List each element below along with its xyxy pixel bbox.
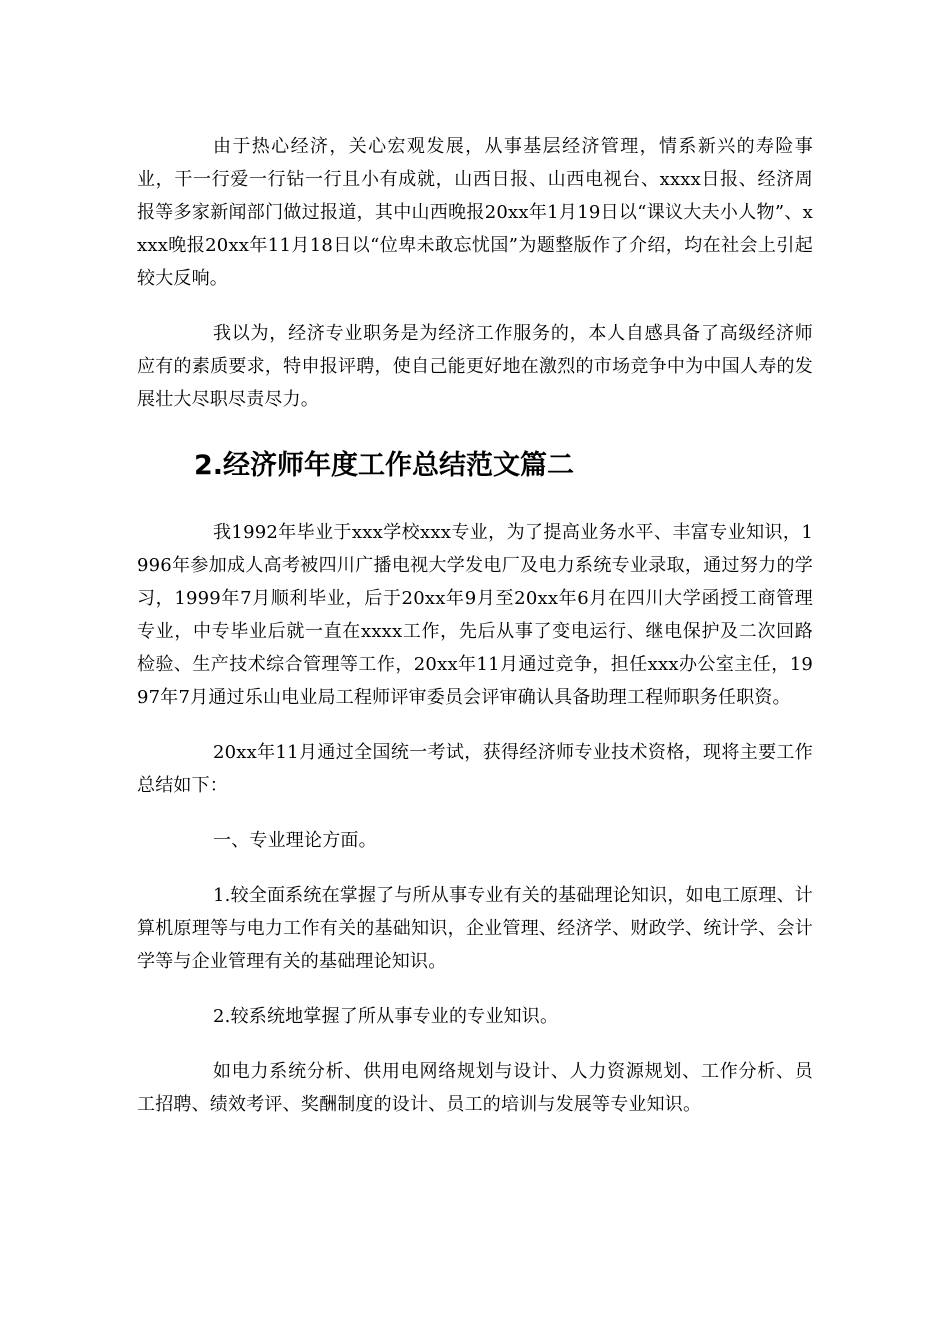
paragraph-education-history: 我1992年毕业于xxx学校xxx专业，为了提高业务水平、丰富专业知识，1996年参加成人高考被四川广播电视大学发电厂及电力系统专业录取，通过努力的学习，1999年7月顺利毕业，后于20xx年9月至20xx年6月在四川大学函授工商管理专业，中专毕业后就一直在xxxx工作，先后从事了变电运行、继电保护及二次回路检验、生产技术综合管理等工作，20xx年11月通过竞争，担任xxx办公室主任，1997年7月通过乐山电业局工程师评审委员会评审确认具备助理工程师职务任职资。 (137, 522, 813, 708)
document-page (137, 130, 813, 1143)
paragraph-theory-point-1: 1.较全面系统在掌握了与所从事专业有关的基础理论知识，如电工原理、计算机原理等与电力工作有关的基础知识，企业管理、经济学、财政学、统计学、会计学等与企业管理有关的基础理论知识。 (137, 885, 813, 972)
paragraph-section-theory: 一、专业理论方面。 (213, 830, 377, 851)
section-heading: 2.经济师年度工作总结范文篇二 (194, 450, 575, 481)
paragraph-media-coverage: 由于热心经济，关心宏观发展，从事基层经济管理，情系新兴的寿险事业，干一行爱一行钻一行且小有成就，山西日报、山西电视台、xxxx日报、经济周报等多家新闻部门做过报道，其中山西晚报20xx年1月19日以“课议大夫小人物”、xxxx晚报20xx年11月18日以“位卑未敢忘忧国”为题整版作了介绍，均在社会上引起较大反响。 (137, 136, 813, 289)
paragraph-application-reason: 我以为，经济专业职务是为经济工作服务的，本人自感具备了高级经济师应有的素质要求，特申报评聘，使自己能更好地在激烈的市场竞争中为中国人寿的发展壮大尽职尽责尽力。 (137, 323, 813, 410)
paragraph-professional-knowledge: 如电力系统分析、供用电网络规划与设计、人力资源规划、工作分析、员工招聘、绩效考评、奖酬制度的设计、员工的培训与发展等专业知识。 (137, 1061, 813, 1115)
paragraph-theory-point-2: 2.较系统地掌握了所从事专业的专业知识。 (213, 1006, 559, 1027)
paragraph-qualification: 20xx年11月通过全国统一考试，获得经济师专业技术资格，现将主要工作总结如下： (137, 742, 813, 796)
